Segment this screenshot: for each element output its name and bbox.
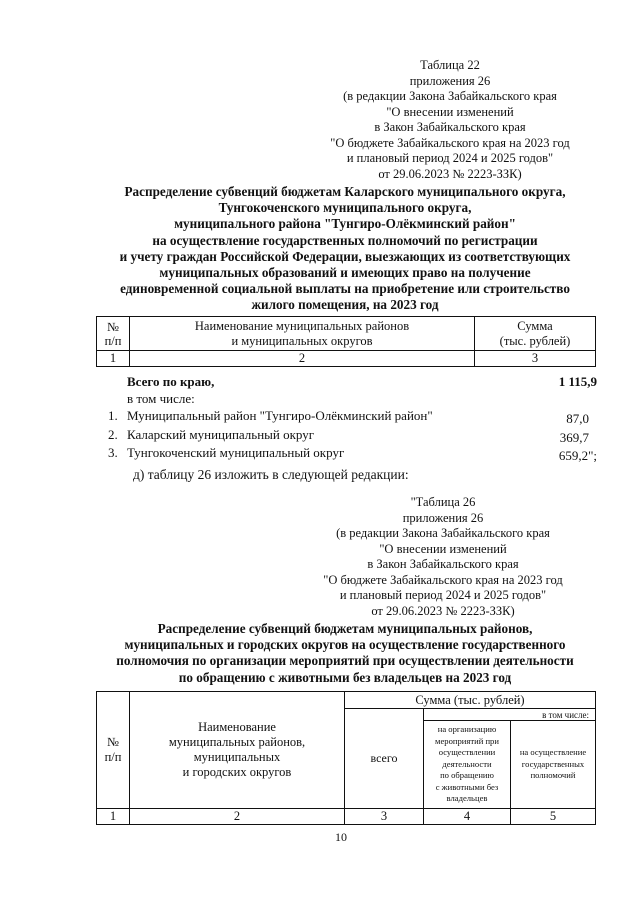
header-line: "О внесении изменений bbox=[386, 104, 514, 119]
row-number: 2. bbox=[108, 427, 118, 442]
col-index: 3 bbox=[345, 809, 424, 825]
col-index: 2 bbox=[130, 809, 345, 825]
header-line: в Закон Забайкальского края bbox=[374, 120, 526, 134]
title-line: единовременной социальной выплаты на приобретение или строительство bbox=[120, 281, 570, 297]
col-state-header: на осуществление государственных полномочий bbox=[511, 721, 596, 809]
title-line: Тунгокоченского муниципального округа, bbox=[218, 200, 472, 216]
title-line: и учету граждан Российской Федерации, выезжающих из соответствующих bbox=[119, 248, 571, 264]
header-line: "О бюджете Забайкальского края на 2023 год bbox=[330, 135, 570, 150]
col-name-header: Наименование муниципальных районов, муниципальных и городских округов bbox=[130, 692, 345, 809]
col-num-header: № п/п bbox=[97, 692, 130, 809]
title-table22 bbox=[95, 184, 595, 314]
col-index: 3 bbox=[475, 351, 596, 367]
page-number: 10 bbox=[335, 830, 347, 844]
row-name: Тунгокоченский муниципальный округ bbox=[127, 445, 345, 460]
header-line: "Таблица 26 bbox=[410, 495, 476, 509]
row-number: 1. bbox=[108, 408, 118, 423]
header-table22 bbox=[300, 58, 600, 182]
header-line: "О бюджете Забайкальского края на 2023 год bbox=[323, 572, 563, 587]
title-line: полномочия по организации мероприятий при осуществлении деятельности bbox=[116, 653, 574, 669]
col-sum-header: Сумма (тыс. рублей) bbox=[475, 317, 596, 351]
title-line: жилого помещения, на 2023 год bbox=[251, 297, 439, 313]
col-incl-header: в том числе: bbox=[424, 709, 596, 721]
instruction-text: д) таблицу 26 изложить в следующей редакции: bbox=[133, 467, 409, 482]
title-line: муниципальных образований и имеющих право на получение bbox=[159, 265, 531, 281]
row-name: Каларский муниципальный округ bbox=[127, 427, 315, 442]
header-line: Таблица 22 bbox=[420, 58, 480, 72]
col-index: 5 bbox=[511, 809, 596, 825]
table26-header bbox=[96, 691, 596, 825]
header-line: и плановый период 2024 и 2025 годов" bbox=[339, 588, 547, 602]
title-line: муниципального района "Тунгиро-Олёкминский район" bbox=[174, 216, 516, 232]
header-table26 bbox=[293, 495, 593, 619]
col-sum-header: Сумма (тыс. рублей) bbox=[345, 692, 596, 709]
row-name: Муниципальный район "Тунгиро-Олёкминский район" bbox=[127, 408, 433, 423]
header-line: (в редакции Закона Забайкальского края bbox=[336, 526, 550, 540]
title-line: Распределение субвенций бюджетам муниципальных районов, bbox=[157, 621, 533, 636]
col-name-header: Наименование муниципальных районов и муниципальных округов bbox=[130, 317, 475, 351]
header-line: и плановый период 2024 и 2025 годов" bbox=[346, 151, 554, 165]
col-num-header: № п/п bbox=[97, 317, 130, 351]
title-line: по обращению с животными без владельцев на 2023 год bbox=[178, 669, 512, 685]
header-line: от 29.06.2023 № 2223-ЗЗК) bbox=[378, 166, 522, 181]
title-table26 bbox=[90, 621, 600, 686]
header-line: "О внесении изменений bbox=[379, 541, 507, 556]
row-value: 369,7 bbox=[559, 430, 589, 445]
col-org-header: на организацию мероприятий при осуществлении деятельности по обращению с животными без владельцев bbox=[424, 721, 511, 809]
header-line: приложения 26 bbox=[409, 73, 491, 88]
title-line: Распределение субвенций бюджетам Каларского муниципального округа, bbox=[124, 184, 566, 199]
title-line: муниципальных и городских округов на осуществление государственного bbox=[124, 637, 566, 653]
row-value: 659,2"; bbox=[558, 448, 597, 463]
col-index: 4 bbox=[424, 809, 511, 825]
col-index: 1 bbox=[97, 809, 130, 825]
col-total-header: всего bbox=[345, 709, 424, 809]
header-line: (в редакции Закона Забайкальского края bbox=[343, 89, 557, 103]
row-number: 3. bbox=[108, 445, 118, 460]
total-label: Всего по краю, bbox=[127, 374, 215, 389]
table22-header bbox=[96, 316, 596, 367]
incl-label: в том числе: bbox=[127, 391, 195, 406]
header-line: в Закон Забайкальского края bbox=[367, 557, 519, 571]
title-line: на осуществление государственных полномочий по регистрации bbox=[152, 232, 538, 248]
col-index: 2 bbox=[130, 351, 475, 367]
total-value: 1 115,9 bbox=[558, 374, 597, 389]
row-value: 87,0 bbox=[566, 411, 589, 426]
header-line: приложения 26 bbox=[402, 510, 484, 525]
col-index: 1 bbox=[97, 351, 130, 367]
header-line: от 29.06.2023 № 2223-ЗЗК) bbox=[371, 603, 515, 618]
